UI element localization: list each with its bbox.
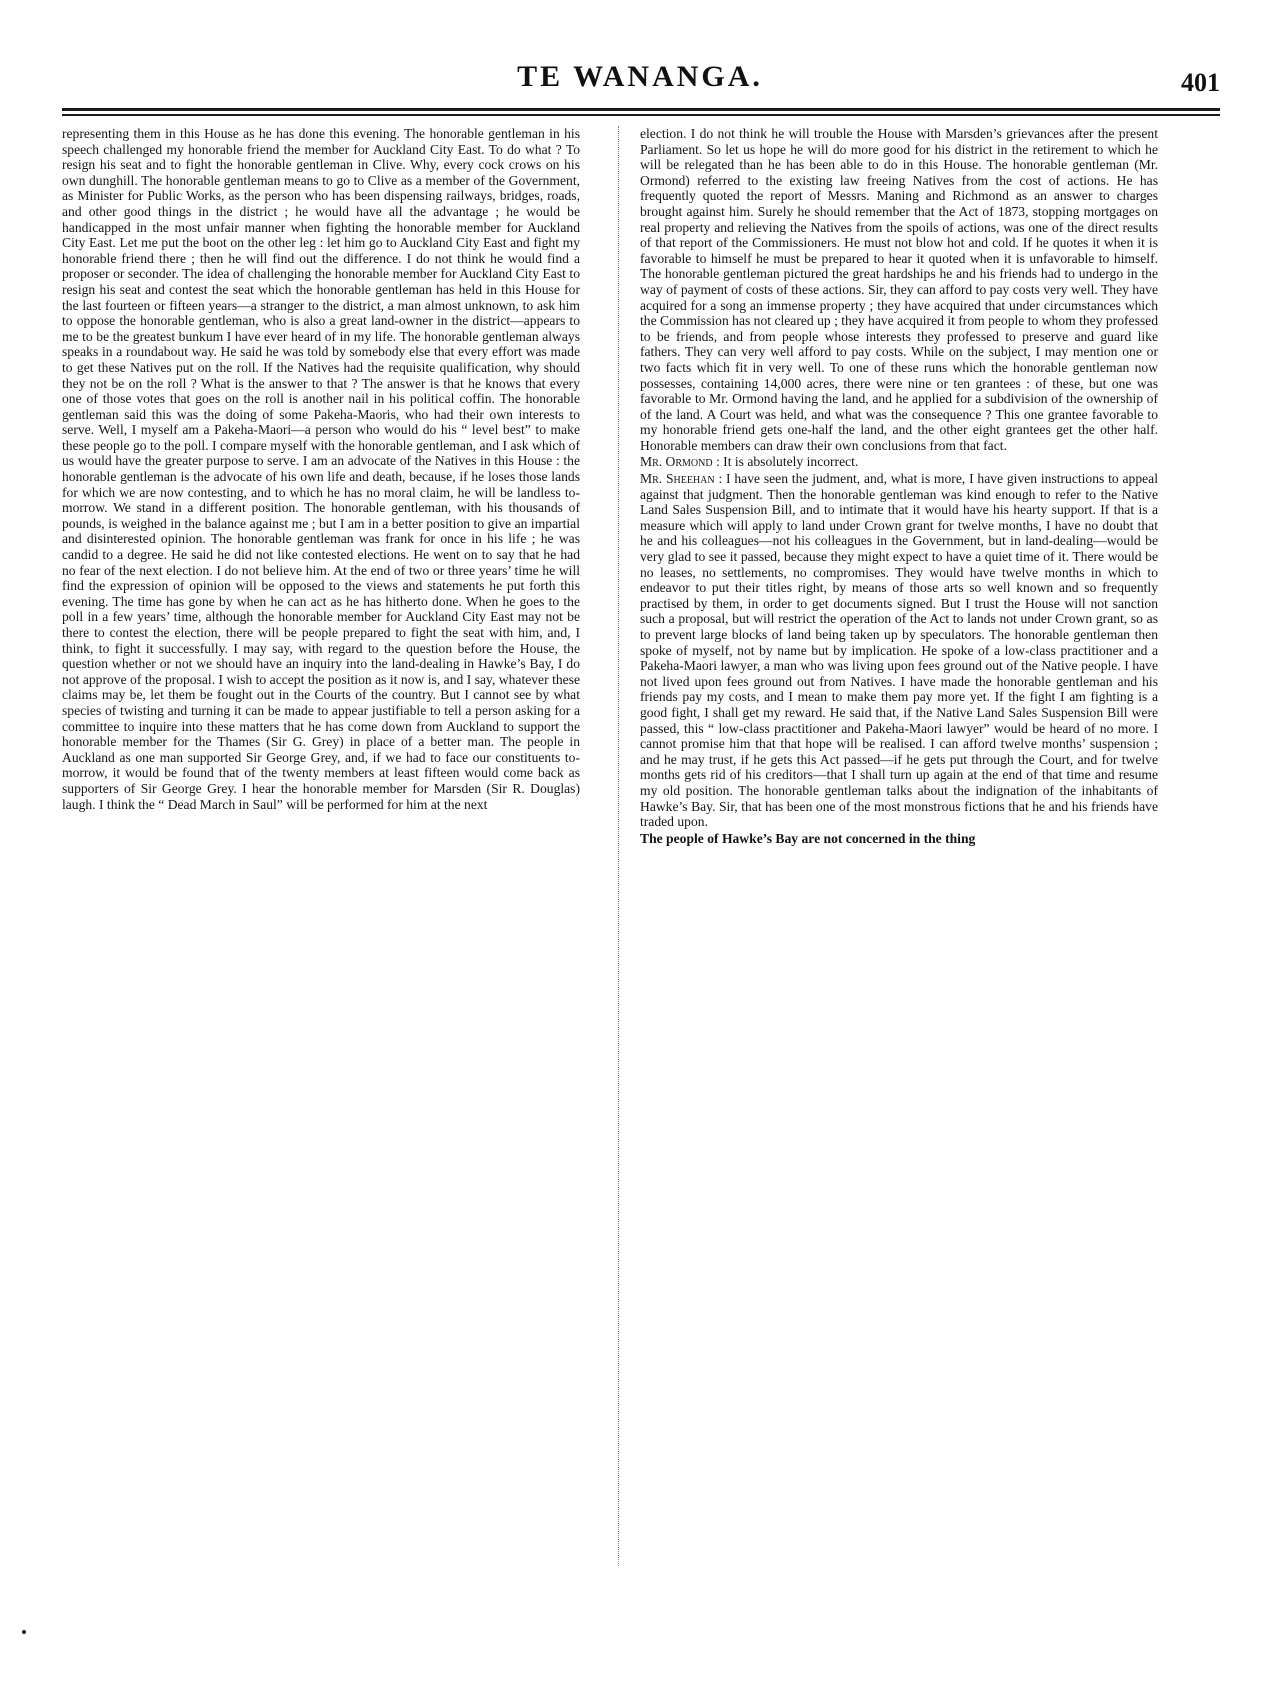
masthead-rule-top xyxy=(62,108,1220,111)
page-number: 401 xyxy=(1181,68,1220,97)
speaker-name: Mr. Sheehan : xyxy=(640,471,723,487)
catchline: The people of Hawke’s Bay are not concerned in the thing xyxy=(640,830,976,846)
masthead-rule-bottom xyxy=(62,114,1220,116)
masthead xyxy=(60,60,1220,112)
speech-text: I have seen the judment, and, what is more, I have given instructions to appeal against that judgment. Then the honorable gentleman was kind enough to refer to the Native Land Sales Suspension Bill, and to intimate that it would have his hearty support. If that is a measure which will apply to land under Crown grant for twelve months, I have no doubt that he and his colleagues—not his colleagues in the Government, but in land-dealing—would be very glad to see it passed, because they might expect to have a quiet time of it. There would be no leases, no settlements, no compromises. They would have twelve months in which to endeavor to put their titles right, by means of those arts so well known and so frequently practised by them, in order to get documents signed. But I trust the House will not sanction such a proposal, but will restrict the operation of the Act to lands not under Crown grant, so as to prevent large blocks of land being taken up by speculators. The honorable gentleman then spoke of myself, not by name but by implication. He spoke of a low-class practitioner and a Pakeha-Maori lawyer, a man who was living upon fees ground out of the Native people. I have not lived upon fees ground out from Natives. I have made the honorable gentleman and his friends pay my costs, and I mean to make them pay more yet. If the fight I am fighting is a good fight, I shall get my reward. He said that, if the Native Land Sales Suspension Bill were passed, this “ low-class practitioner and Pakeha-Maori lawyer” would be heard of no more. I cannot promise him that that hope will be realised. I can afford twelve months’ suspension ; and he may trust, if he gets this Act passed—if he gets put through the Court, and for twelve months gets rid of his creditors—that I shall turn up again at the end of that time and resume my old position. The honorable gentleman talks about the indignation of the inhabitants of Hawke’s Bay. Sir, that has been one of the most monstrous fictions that he and his friends have traded upon. xyxy=(640,471,1158,830)
speech-ormond xyxy=(640,454,1158,470)
speech-text: It is absolutely incorrect. xyxy=(719,454,859,470)
page-corner-mark xyxy=(22,1630,26,1634)
paragraph xyxy=(640,126,1158,453)
column-left xyxy=(62,126,580,812)
paragraph: representing them in this House as he has done this evening. The honorable gentleman in his speech challenged my honorable friend the member for Auckland City East. To do what ? To resign his seat and to fight the honorable gentleman in Clive. Why, every cock crows on his own dunghill. The honorable gentleman means to go to Clive as a member of the Government, as Minister for Public Works, as the person who has been dispensing railways, bridges, roads, and other good things in the district ; he would have all the advantage ; he would be handicapped in the most unfair manner when fighting the honorable member for Auckland City East. Let me put the boot on the other leg : let him go to Auckland City East and fight my honorable friend there ; then he will find out the difference. I do not think he would find a proposer or seconder. The idea of challenging the honorable member for Auckland City East to resign his seat and contest the seat which the honorable gentleman has held in this House for the last fourteen or fifteen years—a stranger to the district, a man almost unknown, to ask him to oppose the honorable gentleman, who is also a great land-owner in the district—appears to me to be the greatest bunkum I have ever heard of in my life. The honorable gentleman always speaks in a roundabout way. He said he was told by somebody else that every effort was made to get these Natives put on the roll. If the Natives had the requisite qualification, why should they not be on the roll ? What is the answer to that ? The answer is that he knows that every one of those votes that goes on the roll is another nail in his political coffin. The honorable gentleman said this was the doing of some Pakeha-Maoris, who had their own interests to serve. Well, I myself am a Pakeha-Maori—a person who would do his “ level best” to make these people go to the poll. I compare myself with the honorable gentleman, and I ask which of us would have the greater purpose to serve. I am an advocate of the Natives in this House : the honorable gentleman is the advocate of his own life and death, because, if he loses those lands for which we are now contesting, and to which he has no moral claim, he will be landless to-morrow. We stand in a different position. The honorable gentleman, with his thousands of pounds, is weighed in the balance against me ; but I am in a better position to give an impartial and disinterested opinion. The honorable gentleman was frank for once in his life ; he was candid to a degree. He said he did not like contested elections. He went on to say that he had no fear of the next election. I do not believe him. At the end of two or three years’ time he will find the expression of opinion will be opposed to the views and statements he put forth this evening. The time has gone by when he can act as he has hitherto done. When he goes to the poll in a few years’ time, although the honorable member for Auckland City East may not be there to contest the election, there will be people prepared to fight the seat with him, and, I think, to fight it successfully. I may say, with regard to the question before the House, the question whether or not we should have an inquiry into the land-dealing in Hawke’s Bay, I do not approve of the proposal. I wish to accept the position as it now is, and I say, whatever these claims may be, let them be fought out in the Courts of the country. But I cannot see by what species of twisting and turning it can be made to appear justifiable to tell a person asking for a committee to inquire into these matters that he has come down from Auckland to support the honorable member for the Thames (Sir G. Grey) in place of a better man. The people in Auckland as one man supported Sir George Grey, and, if we had to face our constituents to-morrow, it would be found that of the twenty members at least fifteen would come back as supporters of Sir George Grey. I hear the honorable member for Marsden (Sir R. Douglas) laugh. I think the “ Dead March in Saul” will be performed for him at the next xyxy=(62,126,580,812)
speaker-name: Mr. Ormond : xyxy=(640,454,720,470)
column-right xyxy=(640,126,1158,846)
paragraph-text: election. I do not think he will trouble the House with Marsden’s grievances after the present Parliament. So let us hope he will do more good for his district in the retirement to which he will be relegated than he has been able to do in this House. The honorable gentleman (Mr. Ormond) referred to the existing law freeing Natives from the cost of actions. He has frequently quoted the report of Messrs. Maning and Richmond as an answer to charges brought against him. Surely he should remember that the Act of 1873, stopping mortgages on real property and relieving the Natives from the spoils of actions, was one of the direct results of that report of the Commissioners. He must not blow hot and cold. If he quotes it when it is favorable to himself he must be prepared to hear it quoted when it is unfavorable to himself. The honorable gentleman pictured the great hardships he and his friends had to undergo in the way of payment of costs of these actions. Sir, they can afford to pay costs very well. They have acquired for a song an immense property ; they have acquired that under circumstances which the Commission has not cleared up ; they have acquired it from people to whom they professed to be friends, and from people whose interests they professed to preserve and guard like fathers. They can very well afford to pay costs. While on the subject, I may mention one or two facts which fit in very well. To one of these runs which the honorable gentleman now possesses, containing 14,000 acres, there were nine or ten grantees : of these, but one was favorable to Mr. Ormond having the land, and he applied for a subdivision of the ownership of of the land. A Court was held, and what was the consequence ? This one grantee favorable to my honorable friend gets one-half the land, and the other eight grantees get the other half. Honorable members can draw their own conclusions from that fact. xyxy=(640,126,1158,453)
article-body xyxy=(62,126,1220,1626)
publication-title: TE WANANGA. xyxy=(517,60,763,93)
speech-sheehan xyxy=(640,471,1158,830)
column-divider xyxy=(618,126,620,1566)
